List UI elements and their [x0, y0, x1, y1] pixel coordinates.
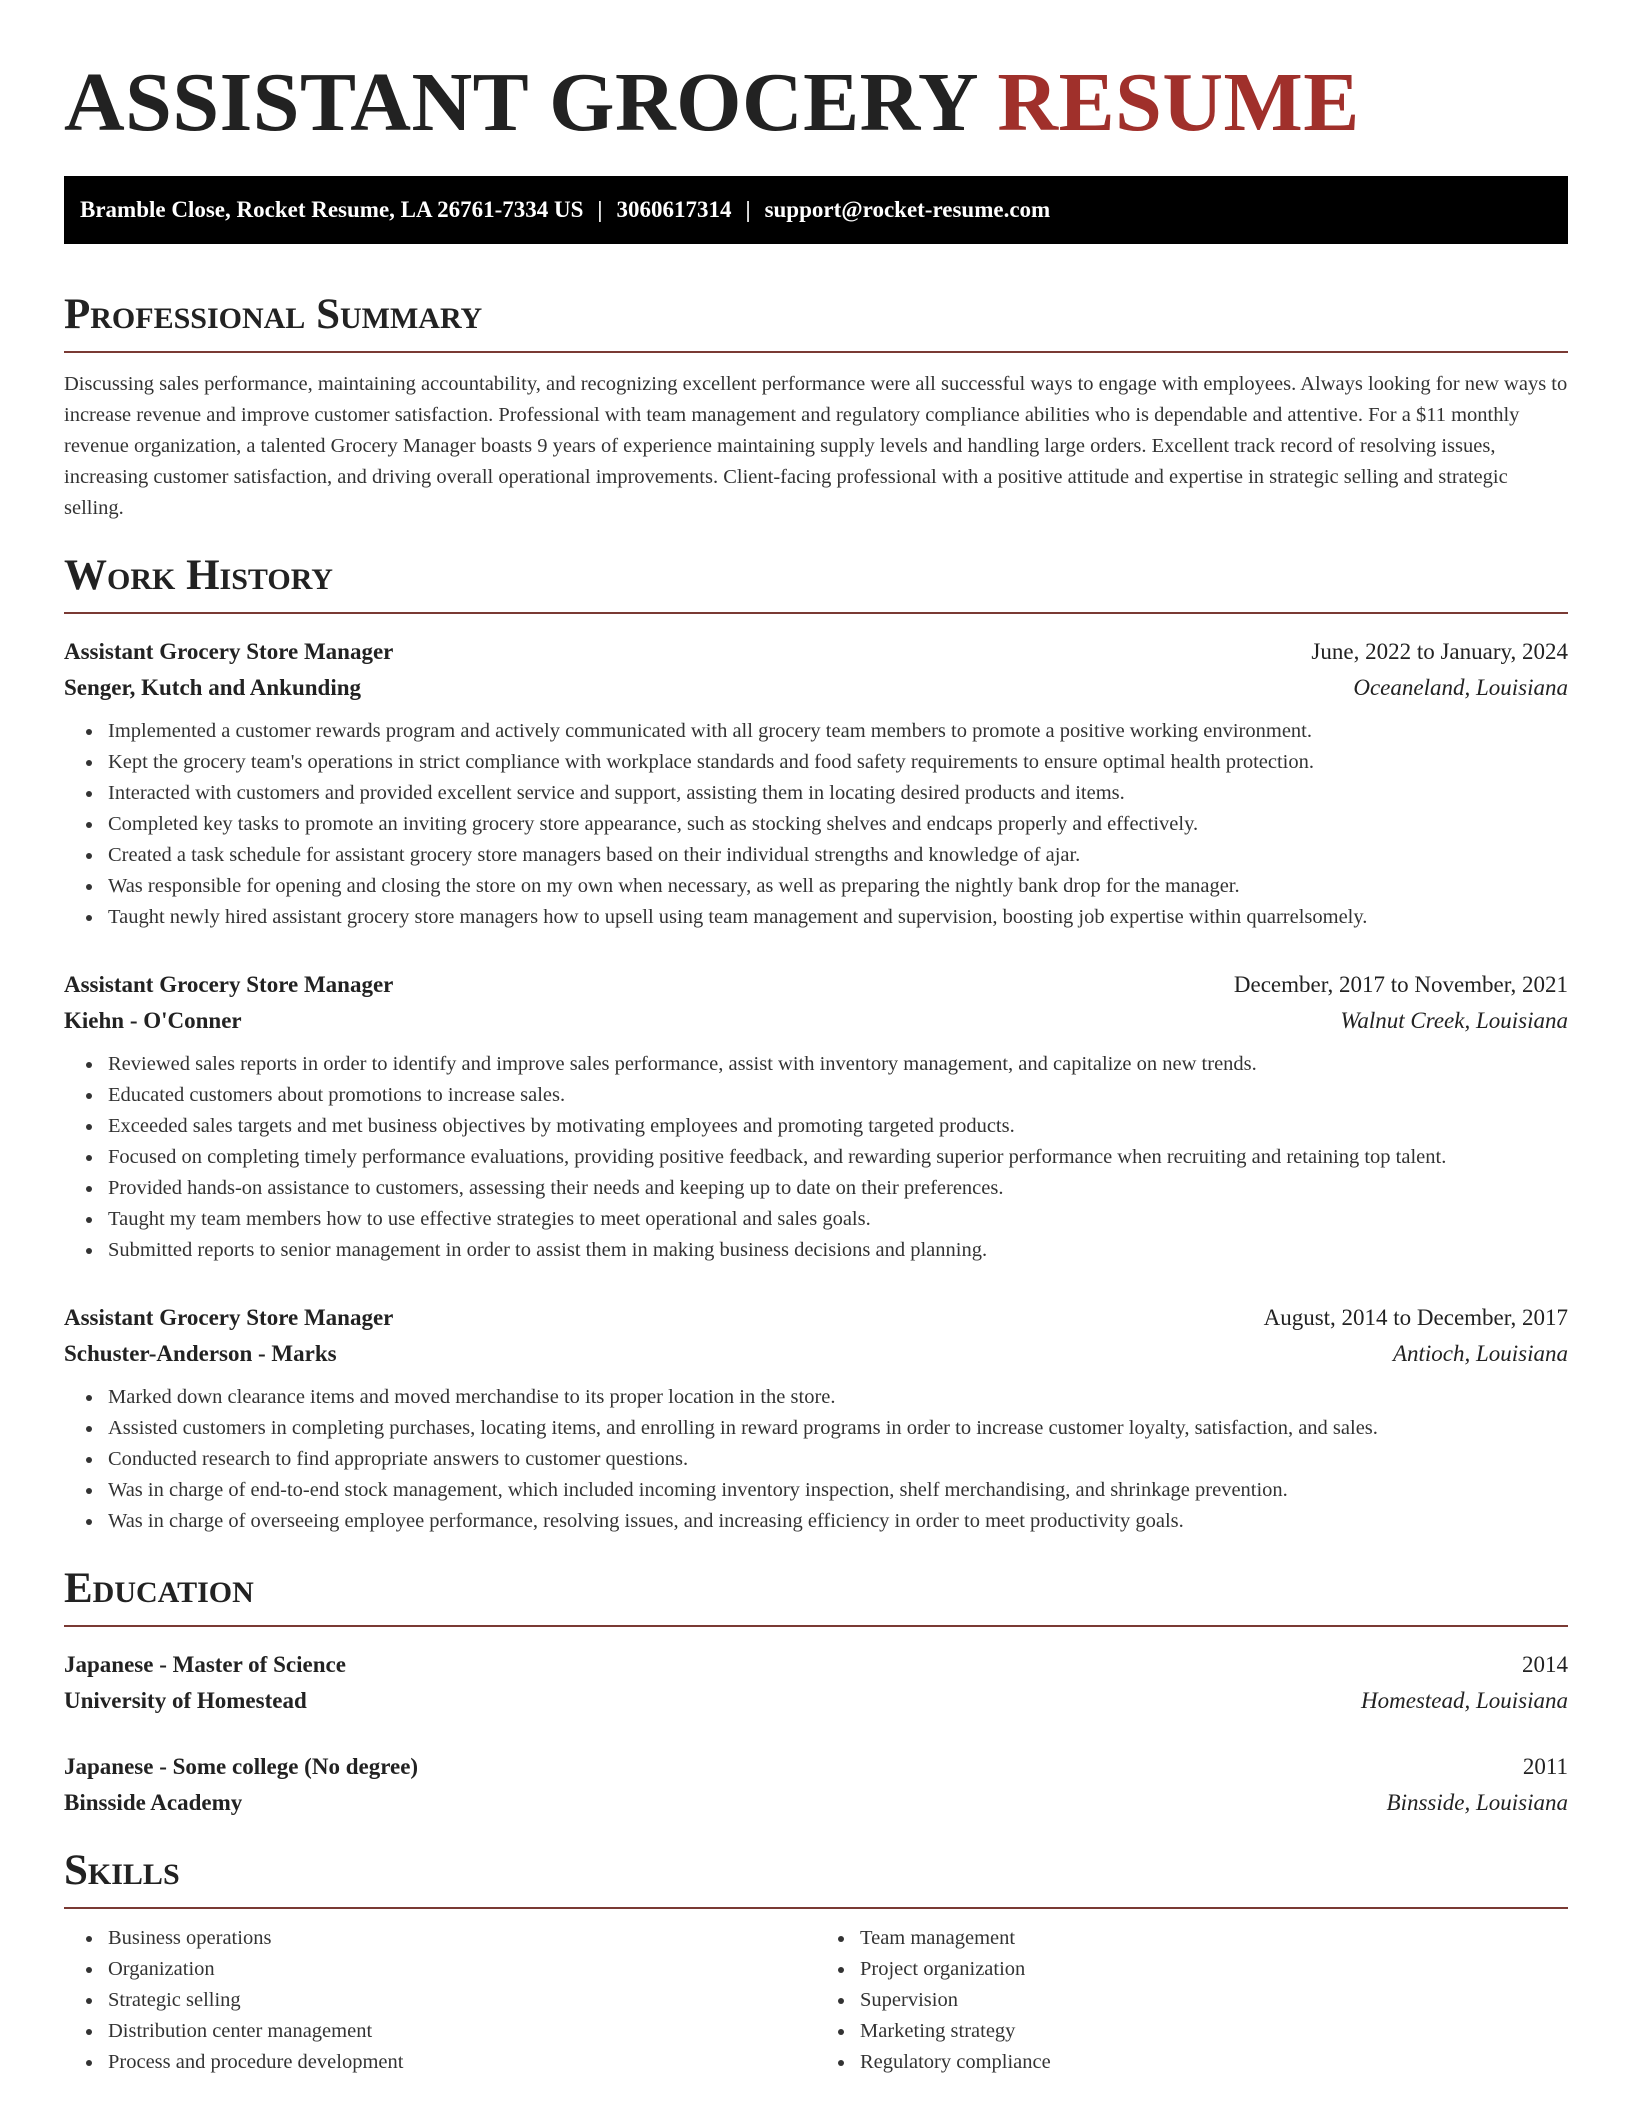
job-company-row: [64, 1336, 1568, 1372]
work-history-section: [64, 550, 1568, 1537]
skill-item: Project organization: [860, 1954, 1568, 1985]
education-header-row: [64, 1647, 1568, 1683]
skills-list-right: [816, 1923, 1568, 2078]
skills-list-left: [64, 1923, 816, 2078]
skill-item: Strategic selling: [108, 1985, 816, 2016]
skills-columns: [64, 1923, 1568, 2078]
education-school: Binsside Academy: [64, 1790, 243, 1815]
job-location: Antioch, Louisiana: [1392, 1341, 1568, 1366]
job-bullet: Taught my team members how to use effective strategies to meet operational and sales goals.: [108, 1204, 1568, 1235]
job-bullet: Exceeded sales targets and met business objectives by motivating employees and promoting targeted products.: [108, 1111, 1568, 1142]
education-entry: [64, 1749, 1568, 1821]
education-degree: Japanese - Some college (No degree): [64, 1754, 419, 1779]
education-header-row: [64, 1749, 1568, 1785]
job-bullet: Was responsible for opening and closing the store on my own when necessary, as well as preparing the nightly bank drop for the manager.: [108, 871, 1568, 902]
job-entry: [64, 967, 1568, 1266]
job-bullet: Focused on completing timely performance evaluations, providing positive feedback, and rewarding superior performance when recruiting and retaining top talent.: [108, 1142, 1568, 1173]
contact-address: Bramble Close, Rocket Resume, LA 26761-7334 US: [80, 197, 584, 222]
skill-item: Regulatory compliance: [860, 2047, 1568, 2078]
job-title: Assistant Grocery Store Manager: [64, 639, 394, 664]
job-bullet: Submitted reports to senior management in order to assist them in making business decisions and planning.: [108, 1235, 1568, 1266]
job-bullet: Provided hands-on assistance to customers, assessing their needs and keeping up to date on their preferences.: [108, 1173, 1568, 1204]
contact-email[interactable]: support@rocket-resume.com: [764, 197, 1051, 222]
job-bullet: Completed key tasks to promote an inviting grocery store appearance, such as stocking shelves and endcaps properly and effectively.: [108, 809, 1568, 840]
education-entry: [64, 1647, 1568, 1719]
job-company-row: [64, 670, 1568, 706]
contact-separator: |: [745, 197, 751, 222]
job-bullet: Assisted customers in completing purchases, locating items, and enrolling in reward programs in order to increase customer loyalty, satisfaction, and sales.: [108, 1413, 1568, 1444]
job-list: [64, 634, 1568, 1537]
title-accent: RESUME: [997, 56, 1360, 149]
resume-title: [64, 0, 1568, 149]
job-entry: [64, 634, 1568, 933]
job-header-row: [64, 1300, 1568, 1336]
job-header-row: [64, 967, 1568, 1003]
job-bullet: Taught newly hired assistant grocery store managers how to upsell using team management and supervision, boosting job expertise within quarrelsomely.: [108, 902, 1568, 933]
section-heading-education: Education: [64, 1565, 254, 1612]
skills-section: [64, 1845, 1568, 2078]
job-bullet: Conducted research to find appropriate answers to customer questions.: [108, 1444, 1568, 1475]
skill-item: Organization: [108, 1954, 816, 1985]
skill-item: Marketing strategy: [860, 2016, 1568, 2047]
job-company: Senger, Kutch and Ankunding: [64, 675, 362, 700]
contact-bar: [64, 176, 1568, 244]
job-dates: August, 2014 to December, 2017: [1263, 1305, 1568, 1330]
education-location: Homestead, Louisiana: [1361, 1688, 1568, 1713]
job-bullets: [64, 716, 1568, 933]
job-entry: [64, 1300, 1568, 1537]
job-title: Assistant Grocery Store Manager: [64, 1305, 394, 1330]
section-divider: [64, 351, 1568, 353]
skill-item: Distribution center management: [108, 2016, 816, 2047]
job-location: Oceaneland, Louisiana: [1353, 675, 1568, 700]
section-divider: [64, 1907, 1568, 1909]
job-bullet: Created a task schedule for assistant grocery store managers based on their individual strengths and knowledge of ajar.: [108, 840, 1568, 871]
education-degree: Japanese - Master of Science: [64, 1652, 346, 1677]
job-bullet: Kept the grocery team's operations in strict compliance with workplace standards and food safety requirements to ensure optimal health protection.: [108, 747, 1568, 778]
section-heading-skills: Skills: [64, 1847, 180, 1894]
job-bullets: [64, 1382, 1568, 1537]
title-main: ASSISTANT GROCERY: [64, 56, 976, 149]
job-bullet: Was in charge of end-to-end stock management, which included incoming inventory inspection, shelf merchandising, and shrinkage prevention.: [108, 1475, 1568, 1506]
summary-section: [64, 289, 1568, 524]
section-heading-summary: Professional Summary: [64, 291, 483, 338]
skill-item: Business operations: [108, 1923, 816, 1954]
education-list: [64, 1647, 1568, 1821]
job-bullet: Marked down clearance items and moved merchandise to its proper location in the store.: [108, 1382, 1568, 1413]
job-title: Assistant Grocery Store Manager: [64, 972, 394, 997]
skill-item: Process and procedure development: [108, 2047, 816, 2078]
job-dates: December, 2017 to November, 2021: [1233, 972, 1568, 997]
skill-item: Team management: [860, 1923, 1568, 1954]
job-bullet: Reviewed sales reports in order to identify and improve sales performance, assist with inventory management, and capitalize on new trends.: [108, 1049, 1568, 1080]
job-location: Walnut Creek, Louisiana: [1340, 1008, 1568, 1033]
job-header-row: [64, 634, 1568, 670]
education-location: Binsside, Louisiana: [1386, 1790, 1568, 1815]
section-heading-work: Work History: [64, 552, 333, 599]
education-year: 2014: [1522, 1652, 1568, 1677]
education-school: University of Homestead: [64, 1688, 307, 1713]
contact-phone[interactable]: 3060617314: [616, 197, 732, 222]
contact-separator: |: [597, 197, 603, 222]
summary-text: Discussing sales performance, maintaining accountability, and recognizing excellent performance were all successful ways to engage with employees. Always looking for new ways to increase revenue and improve customer satisfaction. Professional with team management and regulatory compliance abilities who is dependable and attentive. For a $11 monthly revenue organization, a talented Grocery Manager boasts 9 years of experience maintaining supply levels and handling large orders. Excellent track record of resolving issues, increasing customer satisfaction, and driving overall operational improvements. Client-facing professional with a positive attitude and expertise in strategic selling and strategic selling.: [64, 373, 1568, 519]
job-company: Schuster-Anderson - Marks: [64, 1341, 337, 1366]
section-divider: [64, 612, 1568, 614]
education-year: 2011: [1522, 1754, 1568, 1779]
job-bullet: Was in charge of overseeing employee performance, resolving issues, and increasing efficiency in order to meet productivity goals.: [108, 1506, 1568, 1537]
job-company-row: [64, 1003, 1568, 1039]
skill-item: Supervision: [860, 1985, 1568, 2016]
job-bullets: [64, 1049, 1568, 1266]
job-bullet: Implemented a customer rewards program and actively communicated with all grocery team members to promote a positive working environment.: [108, 716, 1568, 747]
job-dates: June, 2022 to January, 2024: [1311, 639, 1568, 664]
section-divider: [64, 1625, 1568, 1627]
education-section: [64, 1563, 1568, 1821]
job-bullet: Interacted with customers and provided excellent service and support, assisting them in locating desired products and items.: [108, 778, 1568, 809]
job-bullet: Educated customers about promotions to increase sales.: [108, 1080, 1568, 1111]
education-school-row: [64, 1785, 1568, 1821]
education-school-row: [64, 1683, 1568, 1719]
job-company: Kiehn - O'Conner: [64, 1008, 242, 1033]
